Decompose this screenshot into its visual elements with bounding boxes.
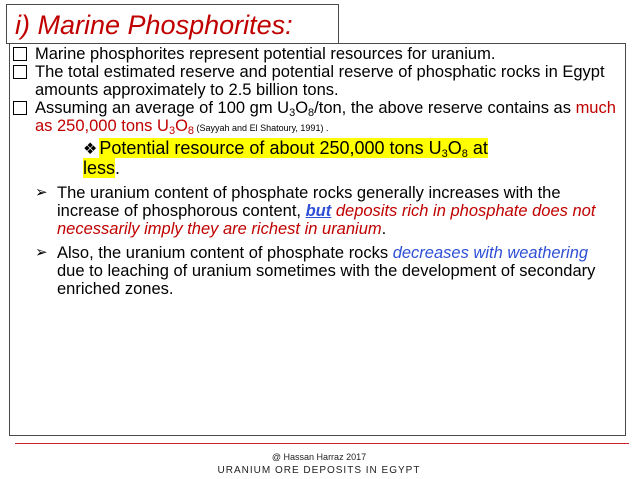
highlight-segment: at (467, 138, 488, 158)
bullet-item (13, 45, 618, 63)
emphasis-red: deposits rich in phosphate does not necessarily imply they are richest in uranium (57, 202, 596, 238)
para-text: The total estimated reserve and potential reserve of phosphatic rocks in Egypt amounts approximately to 2.5 billion tons. (35, 63, 605, 99)
footer-subtitle: URANIUM ORE DEPOSITS IN EGYPT (217, 465, 421, 476)
highlight-segment: less (83, 158, 116, 178)
para-text: due to leaching of uranium sometimes with the development of secondary enriched zones. (57, 262, 596, 298)
bullet-item (13, 63, 618, 99)
para-text: The uranium content of phosphate rocks generally increases with the increase of phosphorous content, (57, 184, 561, 220)
highlight-text (83, 138, 488, 178)
emphasis-blue: decreases with weathering (392, 244, 589, 262)
checkbox-bullet-icon (13, 47, 27, 61)
citation: (Sayyah and El Shatoury, 1991) . (194, 123, 329, 133)
checkbox-bullet-icon (13, 101, 27, 115)
subscript: 8 (308, 107, 315, 119)
footer-author: @ Hassan Harraz 2017 (271, 452, 367, 462)
para-text: /ton, the above reserve contains as (314, 99, 576, 117)
para-text: Also, the uranium content of phosphate rocks (57, 244, 393, 262)
emphasis-red: O (175, 117, 188, 135)
slide-title: i) Marine Phosphorites: (15, 10, 293, 40)
arrow-bullet-icon: ➢ (35, 244, 48, 261)
para-text: . (381, 220, 387, 238)
subscript: 3 (168, 125, 176, 137)
para-text: O (295, 99, 309, 117)
subscript: 3 (441, 148, 448, 160)
emphasis-but: but (305, 202, 332, 220)
checkbox-bullet-icon (13, 65, 27, 79)
subscript: 8 (187, 125, 195, 137)
title-box (6, 4, 339, 44)
slide-body (13, 45, 618, 298)
subscript: 3 (289, 107, 296, 119)
para-text: Assuming an average of 100 gm U (35, 99, 290, 117)
arrow-bullet-item (13, 184, 618, 238)
diamond-bullet-icon: ❖ (83, 141, 98, 158)
para-text: Marine phosphorites represent potential resources for uranium. (35, 45, 496, 63)
footer-divider (15, 443, 629, 444)
arrow-bullet-item (13, 244, 618, 298)
arrow-bullet-icon: ➢ (35, 184, 48, 201)
subscript: 8 (461, 148, 468, 160)
highlight-segment: O (447, 138, 462, 158)
bullet-item (13, 99, 618, 137)
highlight-bullet (83, 139, 618, 178)
highlight-dot: . (115, 158, 121, 178)
highlight-segment: Potential resource of about 250,000 tons U (99, 138, 442, 158)
emphasis-red: much as 250,000 tons U (35, 99, 616, 135)
